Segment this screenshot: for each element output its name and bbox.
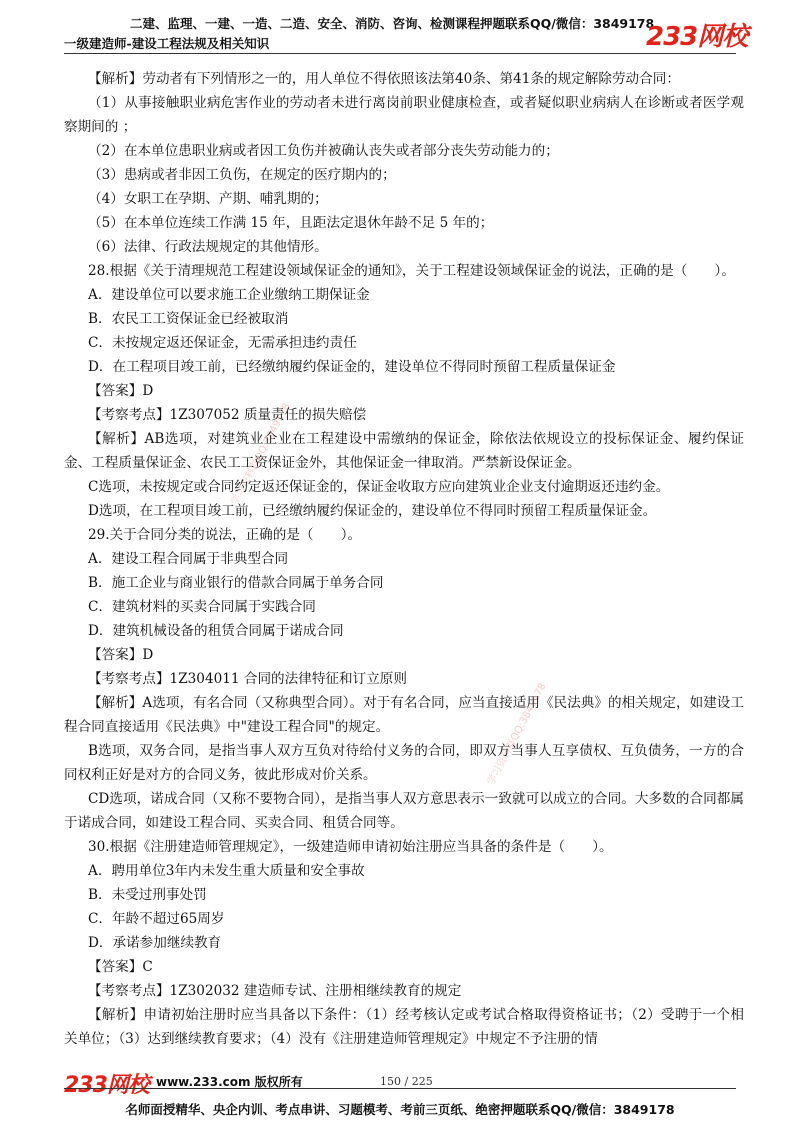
- question-29-answer: 【答案】D: [88, 647, 154, 663]
- question-28: 28.根据《关于清理规范工程建设领域保证金的通知》，关于工程建设领域保证金的说法，正确的是（ ）。: [88, 263, 735, 279]
- brand-logo-header: 233网校: [646, 22, 748, 52]
- question-30-option-b: B．未受过刑事处罚: [88, 887, 207, 903]
- question-28-analysis: 【解析】AB选项，对建筑业企业在工程建设中需缴纳的保证金，除依法依规设立的投标保证金、履约保证金、工程质量保证金、农民工工资保证金外，其他保证金一律取消。严禁新设保证金。: [64, 431, 744, 471]
- header-subject: 一级建造师-建设工程法规及相关知识: [64, 36, 270, 51]
- watermark-2: 学习资料群QQ:3849178: [485, 681, 549, 788]
- analysis-paragraph: 【解析】劳动者有下列情形之一的，用人单位不得依照该法第40条、第41条的规定解除劳动合同：: [88, 71, 680, 87]
- question-28-option-a: A．建设单位可以要求施工企业缴纳工期保证金: [88, 287, 370, 303]
- page-content: [64, 67, 744, 1051]
- footer-divider: [64, 1088, 736, 1089]
- header-divider: [64, 53, 736, 54]
- question-30-option-d: D．承诺参加继续教育: [88, 935, 222, 951]
- question-29-option-b: B．施工企业与商业银行的借款合同属于单务合同: [88, 575, 384, 591]
- list-item: （2）在本单位患职业病或者因工负伤并被确认丧失或者部分丧失劳动能力的；: [88, 143, 559, 159]
- question-29: 29.关于合同分类的说法，正确的是（ ）。: [88, 527, 362, 543]
- question-29-topic: 【考察考点】1Z304011 合同的法律特征和订立原则: [88, 671, 407, 687]
- question-28-topic: 【考察考点】1Z307052 质量责任的损失赔偿: [88, 407, 367, 423]
- footer-promo: 名师面授精华、央企内训、考点串讲、习题模考、考前三页纸、绝密押题联系QQ/微信：3849178: [125, 1102, 675, 1117]
- question-28-option-c: C．未按规定返还保证金，无需承担违约责任: [88, 335, 357, 351]
- brand-logo-footer: 233网校: [64, 1073, 149, 1098]
- question-30-analysis: 【解析】申请初始注册时应当具备以下条件：（1）经考核认定或考试合格取得资格证书；（2）受聘于一个相关单位；（3）达到继续教育要求；（4）没有《注册建造师管理规定》中规定不予注册的情: [64, 1007, 744, 1047]
- footer-copyright: www.233.com 版权所有: [156, 1075, 303, 1089]
- page-number: 150 / 225: [380, 1075, 433, 1088]
- question-28-analysis-d: D选项，在工程项目竣工前，已经缴纳履约保证金的，建设单位不得同时预留工程质量保证金。: [88, 503, 657, 519]
- question-29-analysis-cd: CD选项，诺成合同（又称不要物合同），是指当事人双方意思表示一致就可以成立的合同。大多数的合同都属于诺成合同，如建设工程合同、买卖合同、租赁合同等。: [64, 791, 744, 831]
- question-28-analysis-c: C选项，未按规定或合同约定返还保证金的，保证金收取方应向建筑业企业支付逾期返还违约金。: [88, 479, 670, 495]
- question-29-analysis-b: B选项，双务合同，是指当事人双方互负对待给付义务的合同，即双方当事人互享债权、互负债务，一方的合同权利正好是对方的合同义务，彼此形成对价关系。: [64, 743, 744, 783]
- question-28-option-b: B．农民工工资保证金已经被取消: [88, 311, 289, 327]
- list-item: （4）女职工在孕期、产期、哺乳期的；: [88, 191, 328, 207]
- question-29-option-a: A．建设工程合同属于非典型合同: [88, 551, 289, 567]
- question-28-option-d: D．在工程项目竣工前，已经缴纳履约保证金的，建设单位不得同时预留工程质量保证金: [88, 359, 616, 375]
- question-30-topic: 【考察考点】1Z302032 建造师专试、注册相继续教育的规定: [88, 983, 462, 999]
- question-30-option-c: C．年龄不超过65周岁: [88, 911, 225, 927]
- question-29-analysis: 【解析】A选项，有名合同（又称典型合同）。对于有名合同，应当直接适用《民法典》的相关规定，如建设工程合同直接适用《民法典》中"建设工程合同"的规定。: [64, 695, 744, 735]
- list-item: （5）在本单位连续工作满 15 年，且距法定退休年龄不足 5 年的；: [88, 215, 494, 231]
- list-item: （1）从事接触职业病危害作业的劳动者未进行离岗前职业健康检查，或者疑似职业病病人在诊断或者医学观察期间的 ；: [64, 95, 744, 135]
- question-29-option-d: D．建筑机械设备的租赁合同属于诺成合同: [88, 623, 344, 639]
- question-28-answer: 【答案】D: [88, 383, 154, 399]
- watermark-1: 学习资料群QQ:3849178: [229, 401, 293, 508]
- question-30: 30.根据《注册建造师管理规定》，一级建造师申请初始注册应当具备的条件是（ ）。: [88, 839, 613, 855]
- list-item: （6）法律、行政法规规定的其他情形。: [88, 239, 328, 255]
- question-30-answer: 【答案】C: [88, 959, 153, 975]
- question-30-option-a: A．聘用单位3年内未发生重大质量和安全事故: [88, 863, 365, 879]
- question-29-option-c: C．建筑材料的买卖合同属于实践合同: [88, 599, 316, 615]
- list-item: （3）患病或者非因工负伤，在规定的医疗期内的；: [88, 167, 396, 183]
- header-contact: 二建、监理、一建、一造、二造、安全、消防、咨询、检测课程押题联系QQ/微信：3849178: [130, 16, 655, 31]
